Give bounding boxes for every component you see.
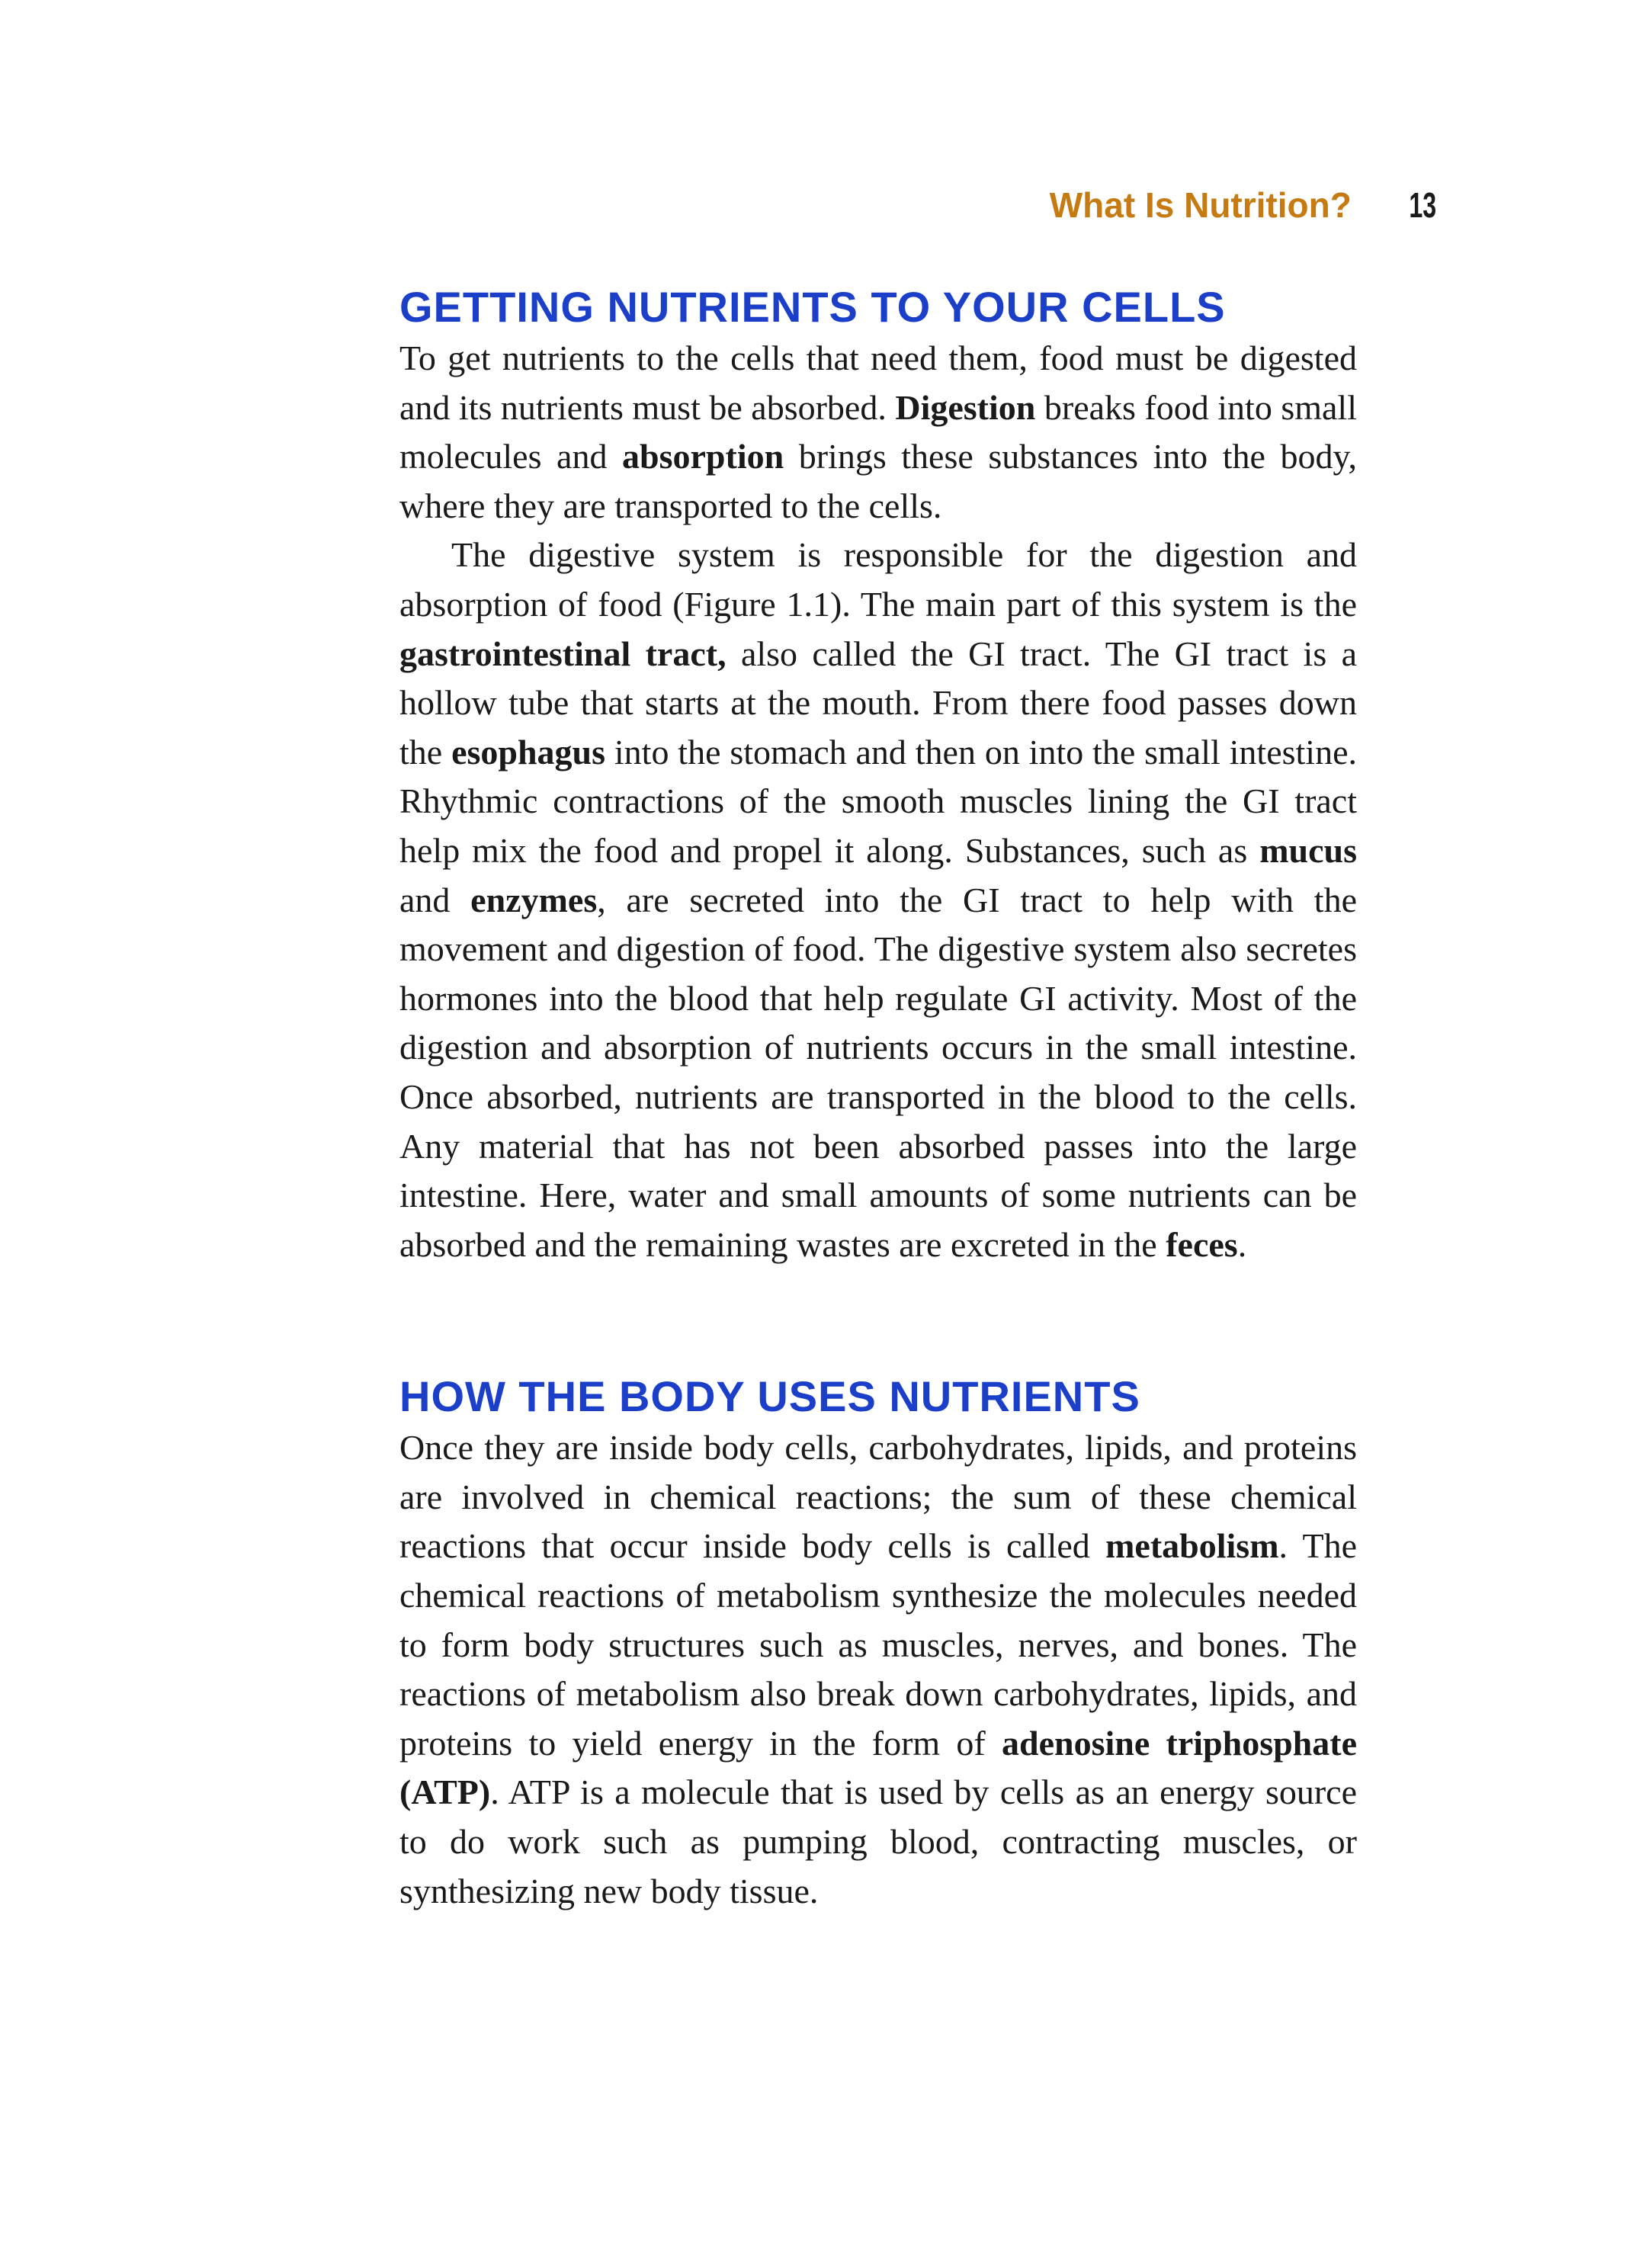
text-run: and: [399, 880, 471, 919]
paragraph: [399, 334, 1357, 531]
text-run: The digestive system is responsible for the digestion and absorption of food (Figure 1.1). The main part of this system is the: [399, 535, 1357, 624]
text-run: Once they are inside body cells, carbohydrates, lipids, and proteins are involved in chemical reactions; the sum of these chemical reactions that occur inside body cells is called: [399, 1428, 1357, 1566]
running-title: What Is Nutrition?: [1049, 185, 1352, 225]
text-run: breaks food into small molecules and: [399, 387, 1357, 476]
running-head: [0, 184, 1436, 226]
page-number: 13: [1409, 185, 1436, 225]
section-heading: HOW THE BODY USES NUTRIENTS: [399, 1372, 1140, 1421]
term-absorption: absorption: [622, 437, 784, 476]
term-gastrointestinal-tract: gastrointestinal tract,: [399, 634, 726, 673]
text-run: To get nutrients to the cells that need them, food must be digested and its nutrients must be absorbed.: [399, 338, 1357, 427]
text-run: . The chemical reactions of metabolism synthesize the molecules needed to form body structures such as muscles, nerves, and bones. The reactions of metabolism also break down carbohydrates, lipids, and proteins to yield energy in the form of: [399, 1526, 1357, 1763]
term-digestion: Digestion: [895, 387, 1036, 427]
term-mucus: mucus: [1259, 830, 1357, 870]
page-content: [399, 281, 1357, 1916]
paragraph: [399, 531, 1357, 1269]
term-metabolism: metabolism: [1105, 1526, 1279, 1566]
term-esophagus: esophagus: [451, 732, 606, 772]
section-how-body-uses-nutrients: [399, 1370, 1357, 1916]
term-atp: adenosine triphosphate (ATP): [399, 1723, 1357, 1812]
text-run: brings these substances into the body, where they are transported to the cells.: [399, 437, 1357, 525]
text-run: .: [1237, 1224, 1247, 1264]
term-feces: feces: [1166, 1224, 1238, 1264]
text-run: into the stomach and then on into the small intestine. Rhythmic contractions of the smooth muscles lining the GI tract help mix the food and propel it along. Substances, such as: [399, 732, 1357, 870]
term-enzymes: enzymes: [470, 880, 598, 919]
text-run: also called the GI tract. The GI tract is a hollow tube that starts at the mouth. From there food passes down the: [399, 634, 1357, 772]
paragraph: [399, 1423, 1357, 1916]
section-heading: GETTING NUTRIENTS TO YOUR CELLS: [399, 283, 1226, 331]
section-getting-nutrients: [399, 281, 1357, 1269]
text-run: . ATP is a molecule that is used by cells as an energy source to do work such as pumping blood, contracting muscles, or synthesizing new body tissue.: [399, 1772, 1357, 1910]
text-run: , are secreted into the GI tract to help with the movement and digestion of food. The digestive system also secretes hormones into the blood that help regulate GI activity. Most of the digestion and absorption of nutrients occurs in the small intestine. Once absorbed, nutrients are transported in the blood to the cells. Any material that has not been absorbed passes into the large intestine. Here, water and small amounts of some nutrients can be absorbed and the remaining wastes are excreted in the: [399, 880, 1357, 1264]
